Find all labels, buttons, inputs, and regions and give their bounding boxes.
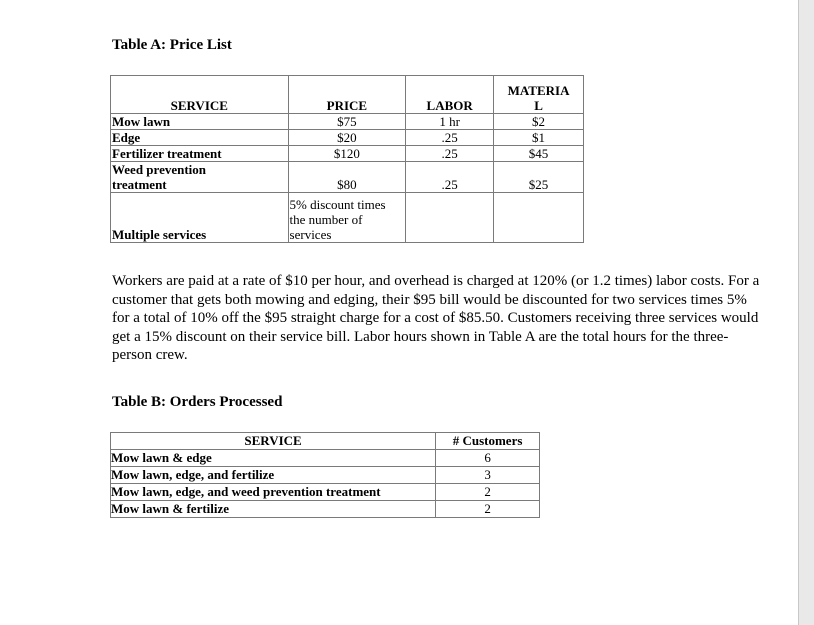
table-row xyxy=(111,162,584,193)
service-price: $75 xyxy=(288,114,406,130)
service-name: Multiple services xyxy=(111,193,289,243)
table-row xyxy=(111,501,540,518)
order-service: Mow lawn & edge xyxy=(111,450,436,467)
table-row xyxy=(111,146,584,162)
table-row xyxy=(111,484,540,501)
service-material: $2 xyxy=(494,114,584,130)
service-price xyxy=(288,193,406,243)
description-paragraph: Workers are paid at a rate of $10 per hour, and overhead is charged at 120% (or 1.2 times) labor costs. For a customer that gets both mowing and edging, their $95 bill would be discounted for two services times 5% for a total of 10% off the $95 straight charge for a cost of $85.50. Customers receiving three services would get a 15% discount on their service bill. Labor hours shown in Table A are the total hours for the three-person crew. xyxy=(112,273,760,363)
header-service: SERVICE xyxy=(111,433,436,450)
header-price: PRICE xyxy=(288,76,406,114)
header-material-line1: MATERIA xyxy=(507,83,570,98)
service-labor xyxy=(406,193,494,243)
table-b-title: Table B: Orders Processed xyxy=(112,394,283,410)
header-material xyxy=(494,76,584,114)
order-customers: 2 xyxy=(436,501,540,518)
header-customers: # Customers xyxy=(436,433,540,450)
table-row xyxy=(111,114,584,130)
table-a-title: Table A: Price List xyxy=(112,37,232,53)
header-labor: LABOR xyxy=(406,76,494,114)
order-service: Mow lawn, edge, and weed prevention treatment xyxy=(111,484,436,501)
service-name xyxy=(111,162,289,193)
discount-line2: the number of xyxy=(289,212,363,227)
price-list-table xyxy=(110,75,584,243)
service-name: Edge xyxy=(111,130,289,146)
service-material xyxy=(494,193,584,243)
header-material-line2: L xyxy=(534,98,543,113)
table-row xyxy=(111,450,540,467)
service-labor: .25 xyxy=(406,130,494,146)
service-material: $25 xyxy=(494,162,584,193)
table-row xyxy=(111,130,584,146)
service-name-line1: Weed prevention xyxy=(112,162,207,177)
service-name: Mow lawn xyxy=(111,114,289,130)
order-customers: 2 xyxy=(436,484,540,501)
orders-processed-table xyxy=(110,432,540,518)
service-price: $20 xyxy=(288,130,406,146)
order-service: Mow lawn & fertilize xyxy=(111,501,436,518)
service-labor: .25 xyxy=(406,146,494,162)
service-price: $120 xyxy=(288,146,406,162)
service-material: $1 xyxy=(494,130,584,146)
service-price: $80 xyxy=(288,162,406,193)
order-customers: 3 xyxy=(436,467,540,484)
order-service: Mow lawn, edge, and fertilize xyxy=(111,467,436,484)
service-labor: .25 xyxy=(406,162,494,193)
service-name: Fertilizer treatment xyxy=(111,146,289,162)
service-name-line2: treatment xyxy=(112,177,167,192)
service-material: $45 xyxy=(494,146,584,162)
discount-line3: services xyxy=(289,227,332,242)
table-row xyxy=(111,467,540,484)
table-row xyxy=(111,193,584,243)
header-service: SERVICE xyxy=(111,76,289,114)
service-labor: 1 hr xyxy=(406,114,494,130)
order-customers: 6 xyxy=(436,450,540,467)
table-header-row xyxy=(111,76,584,114)
discount-line1: 5% discount times xyxy=(289,197,386,212)
table-header-row xyxy=(111,433,540,450)
